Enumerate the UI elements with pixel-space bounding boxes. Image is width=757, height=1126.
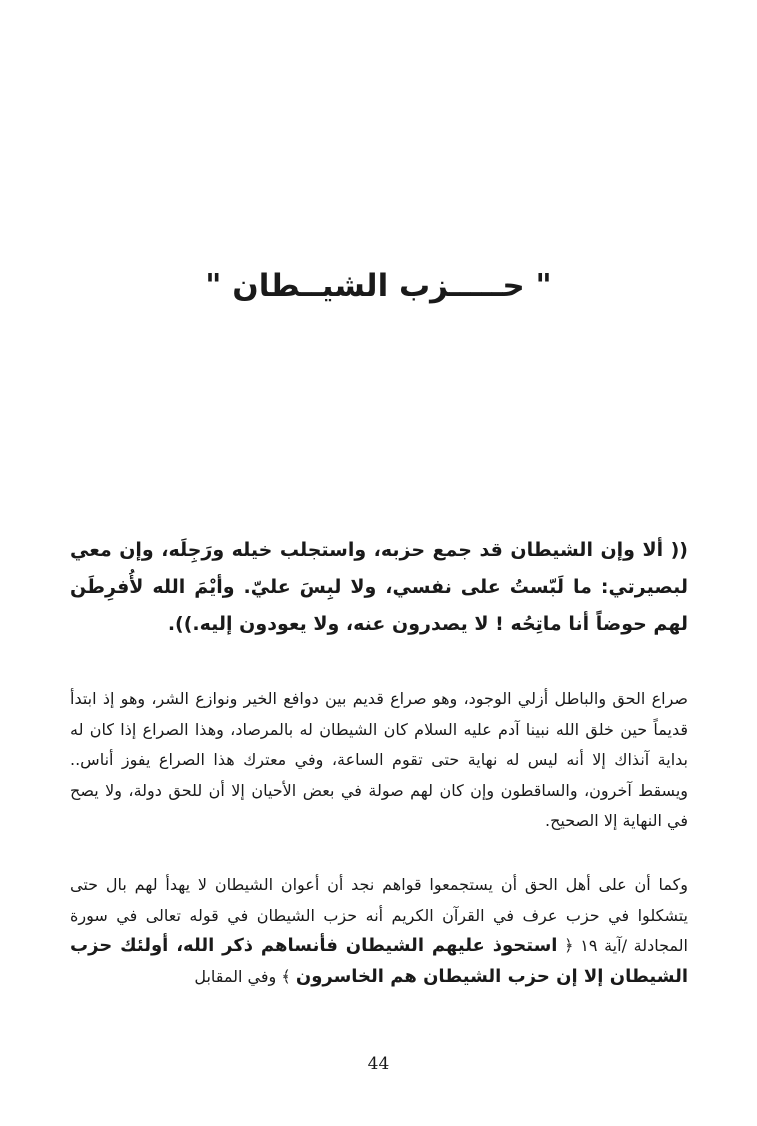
page-number: 44	[367, 1054, 390, 1074]
quote-paragraph: (( ألا وإن الشيطان قد جمع حزبه، واستجلب خيله ورَجِلَه، وإن معي لبصيرتي: ما لَبّستُ على نفسي، ولا لبِسَ عليّ. وأيْمَ الله لأُفرِطَن لهم حوضاً أنا ماتِحُه ! لا يصدرون عنه، ولا يعودون إليه.)).	[70, 539, 688, 635]
quran-verse: استحوذ عليهم الشيطان فأنساهم ذكر الله، أولئك حزب الشيطان إلا إن حزب الشيطان هم الخاسرون	[70, 935, 688, 987]
body-paragraph-1: صراع الحق والباطل أزلي الوجود، وهو صراع قديم بين دوافع الخير ونوازع الشر، وهو إذ ابتدأ قديماً حين خلق الله نبينا آدم عليه السلام كان الشيطان له بالمرصاد، وهذا الصراع إذا كان له بداية آنذاك إلا أنه ليس له نهاية حتى تقوم الساعة، وفي معترك هذا الصراع يفوز أناس.. ويسقط آخرون، والساقطون وإن كان لهم صولة في بعض الأحيان إلا أن للحق دولة، ولا يصح في النهاية إلا الصحيح.	[70, 689, 688, 830]
body-paragraph-2	[70, 870, 688, 992]
chapter-title: " حـــــزب الشيــطان "	[205, 268, 552, 304]
paragraph-2-continuation: ﴾ وفي المقابل	[194, 966, 291, 986]
paragraph-2-intro: وكما أن على أهل الحق أن يستجمعوا قواهم نجد أن أعوان الشيطان لا يهدأ لهم بال حتى يتشكلوا في حزب عرف في القرآن الكريم أنه حزب الشيطان في قوله تعالى في سورة المجادلة /آية ١٩ ﴿	[70, 875, 689, 955]
